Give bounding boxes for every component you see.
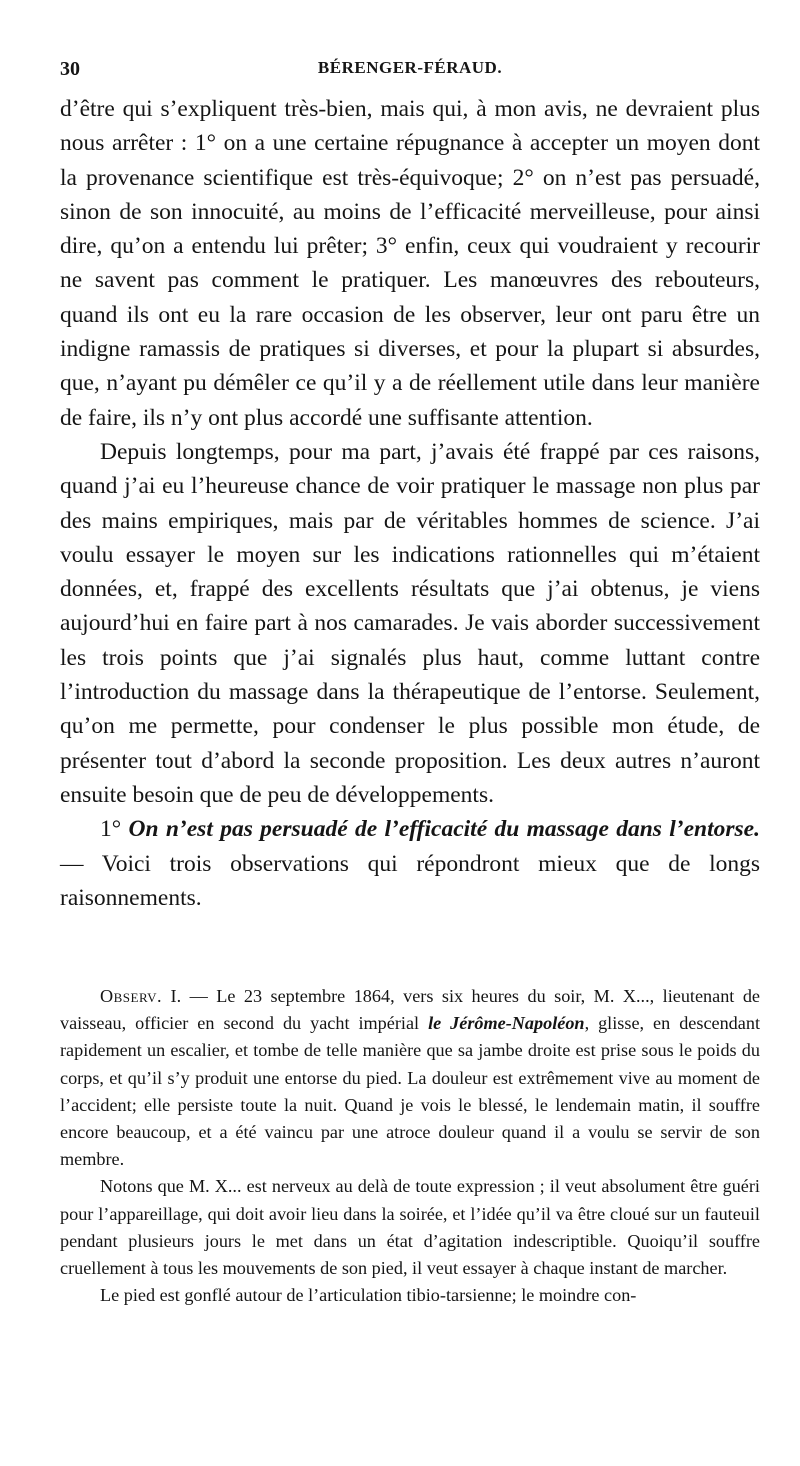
section-heading: On n’est pas persuadé de l’efficacité du massage dans l’entorse. [128, 816, 760, 843]
observation-paragraph-1 [60, 983, 760, 1173]
running-title: BÉRENGER-FÉRAUD. [317, 58, 503, 77]
paragraph-2: Depuis longtemps, pour ma part, j’avais été frappé par ces raisons, quand j’ai eu l’heureuse chance de voir pratiquer le massage non plus par des mains empiriques, mais par de véritables hommes de science. J’ai voulu essayer le moyen sur les indications rationnelles qui m’étaient données, et, frappé des excellents résultats que j’ai obtenus, je viens aujourd’hui en faire part à nos camarades. Je vais aborder successivement les trois points que j’ai signalés plus haut, comme luttant contre l’introduction du massage dans la thérapeutique de l’entorse. Seulement, qu’on me permette, pour condenser le plus possible mon étude, de présenter tout d’abord la seconde proposition. Les deux autres n’auront ensuite besoin que de peu de développements. [60, 438, 760, 808]
section-intro: — Voici trois observations qui répondront mieux que de longs raisonnements. [60, 850, 760, 911]
main-text [60, 92, 760, 915]
running-head [60, 58, 760, 84]
observation-block [60, 983, 760, 1309]
section-number: 1° [100, 816, 129, 843]
observation-paragraph-2: Notons que M. X... est nerveux au delà de toute expression ; il veut absolument être guéri pour l’appareillage, qui doit avoir lieu dans la soirée, et l’idée qu’il va être cloué sur un fauteuil pendant plusieurs jours le met dans un état d’agitation indescriptible. Quoiqu’il souffre cruellement à tous les mouvements de son pied, il veut essayer à chaque instant de marcher. [60, 1176, 760, 1279]
observation-text-1: I. — Le 23 septembre 1864, vers six heures du soir, M. X..., lieutenant de vaisseau, officier en second du yacht impérial [60, 986, 760, 1034]
observation-label: Observ. [100, 986, 163, 1006]
paragraph-3 [60, 812, 760, 915]
observation-text-2: , glisse, en descendant rapidement un escalier, et tombe de telle manière que sa jambe droite est prise sous le poids du corps, et qu’il s’y produit une entorse du pied. La douleur est extrêmement vive au moment de l’accident; elle persiste toute la nuit. Quand je vois le blessé, le lendemain matin, il souffre encore beaucoup, et a été vaincu par une atroce douleur quand il a voulu se servir de son membre. [60, 1013, 760, 1170]
page-number: 30 [60, 58, 80, 80]
paragraph-1: d’être qui s’expliquent très-bien, mais qui, à mon avis, ne devraient plus nous arrêter : 1° on a une certaine répugnance à accepter un moyen dont la provenance scientifique est très-équivoque; 2° on n’est pas persuadé, sinon de son innocuité, au moins de l’efficacité merveilleuse, pour ainsi dire, qu’on a entendu lui prêter; 3° enfin, ceux qui voudraient y recourir ne savent pas comment le pratiquer. Les manœuvres des rebouteurs, quand ils ont eu la rare occasion de les observer, leur ont paru être un indigne ramassis de pratiques si diverses, et pour la plupart si absurdes, que, n’ayant pu démêler ce qu’il y a de réellement utile dans leur manière de faire, ils n’y ont plus accordé une suffisante attention. [60, 96, 760, 431]
observation-paragraph-3: Le pied est gonflé autour de l’articulation tibio-tarsienne; le moindre con- [100, 1285, 637, 1306]
ship-name: le Jérôme-Napoléon [428, 1013, 585, 1034]
